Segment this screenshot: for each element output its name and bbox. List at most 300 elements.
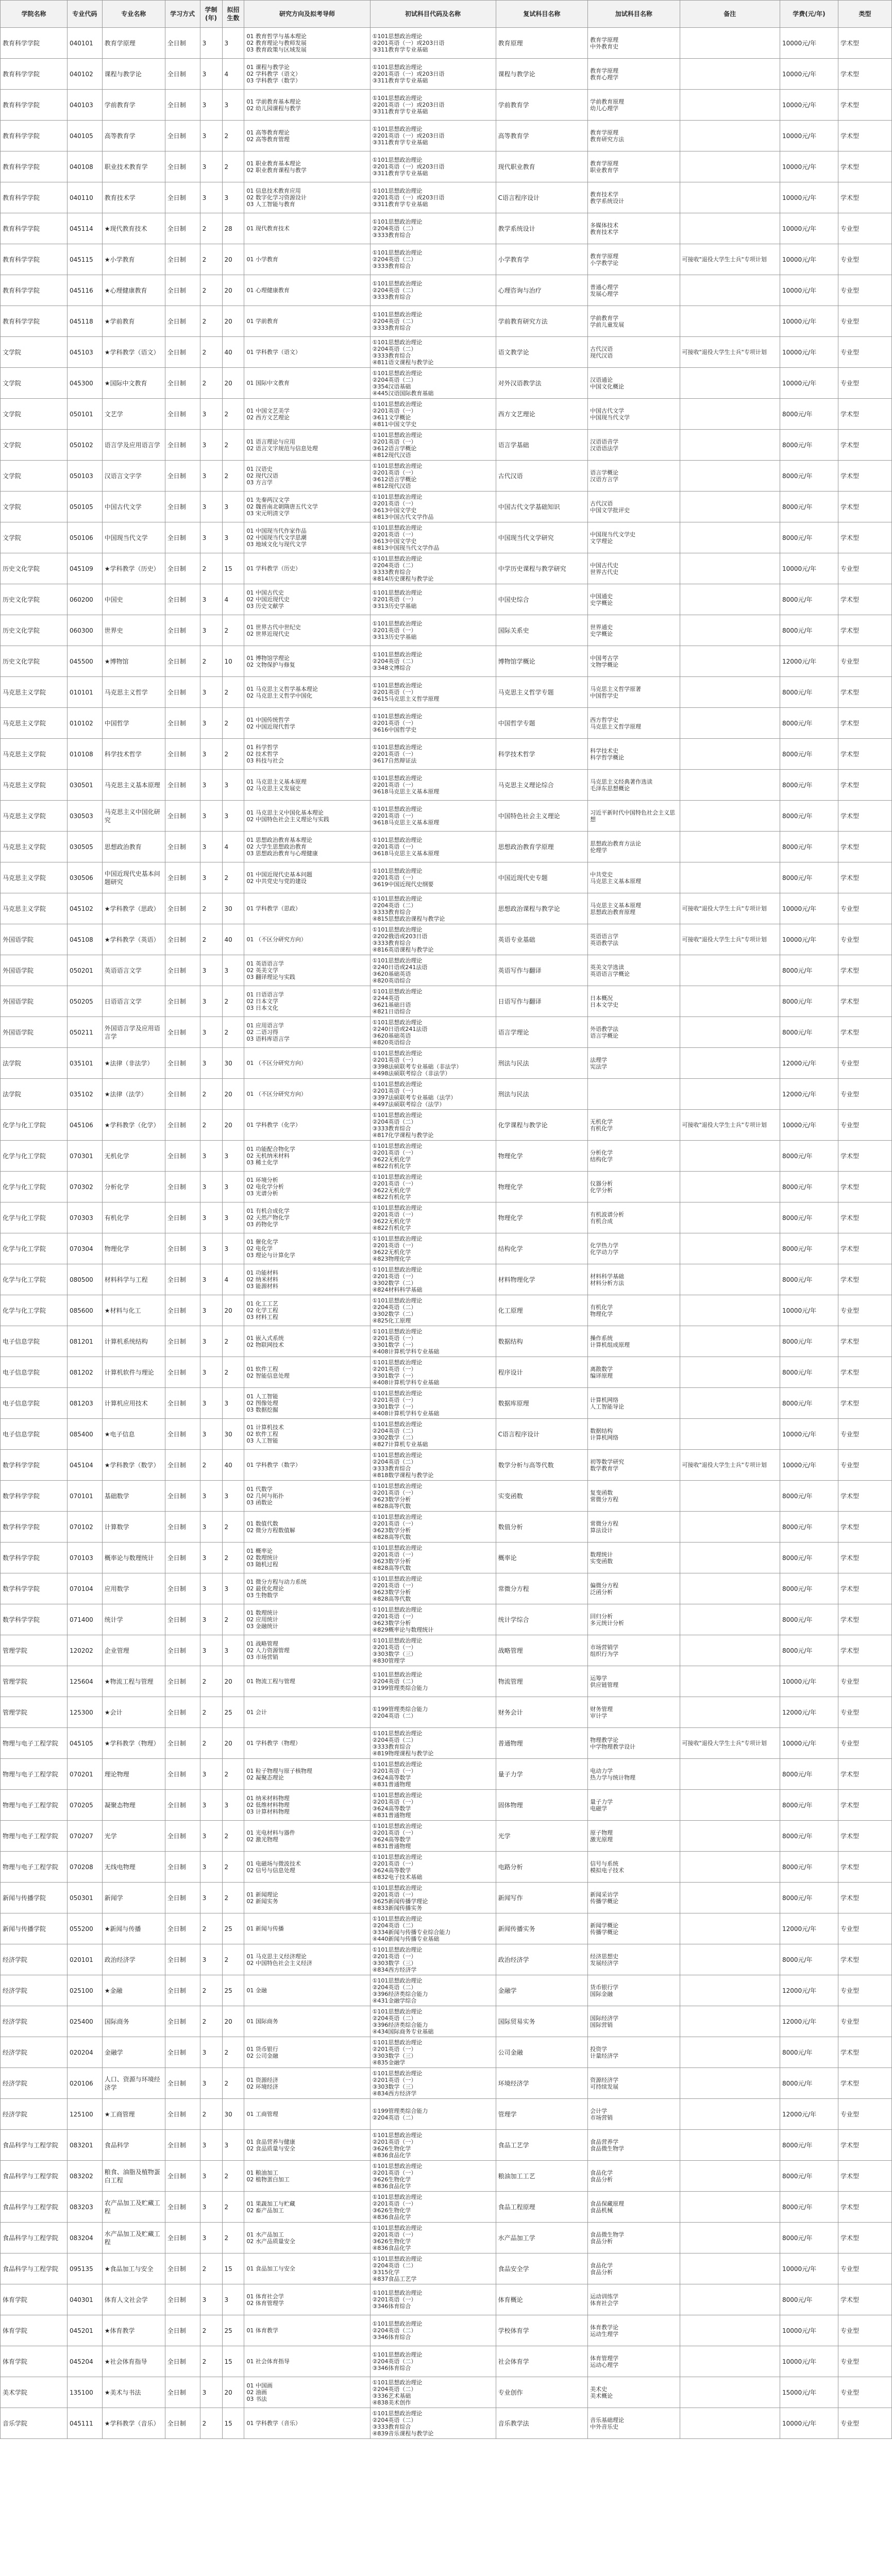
cell-years: 3	[200, 492, 222, 522]
cell-directions: 01 功能材料 02 纳米材料 03 能源材料	[244, 1264, 370, 1295]
cell-quota: 20	[222, 1295, 244, 1326]
cell-code: 040105	[67, 121, 102, 151]
cell-exams: ①101思想政治理论 ②204英语（二） ③302数学（二） ④825化工原理	[370, 1295, 496, 1326]
cell-major: 国际商务	[102, 2006, 165, 2037]
cell-code: 085600	[67, 1295, 102, 1326]
cell-directions: 01 国际中文教育	[244, 368, 370, 399]
cell-note	[680, 986, 780, 1017]
cell-exams: ①101思想政治理论 ②201英语（一） ③623数学分析 ④828高等代数	[370, 1481, 496, 1512]
cell-mode: 全日制	[165, 1759, 200, 1790]
cell-mode: 全日制	[165, 430, 200, 461]
cell-fee: 12000元/年	[780, 646, 838, 677]
cell-fee: 10000元/年	[780, 59, 838, 90]
cell-type: 学术型	[838, 955, 891, 986]
cell-fee: 10000元/年	[780, 244, 838, 275]
cell-quota: 2	[222, 2161, 244, 2192]
cell-college: 管理学院	[1, 1697, 68, 1728]
cell-major: 学前教育学	[102, 90, 165, 121]
cell-fee: 10000元/年	[780, 306, 838, 337]
cell-exams: ①101思想政治理论 ②201英语（一） ③618马克思主义基本原理	[370, 832, 496, 862]
cell-years: 2	[200, 2006, 222, 2037]
cell-fee: 8000元/年	[780, 584, 838, 615]
cell-exams: ①101思想政治理论 ②201英语（一） ③624高等数学 ④831普通物理	[370, 1821, 496, 1852]
cell-directions: 01 现代教育技术	[244, 213, 370, 244]
cell-mode: 全日制	[165, 2037, 200, 2068]
cell-type: 学术型	[838, 182, 891, 213]
table-row	[1, 1481, 892, 1512]
cell-quota: 2	[222, 2192, 244, 2223]
cell-college: 食品科学与工程学院	[1, 2161, 68, 2192]
cell-mode: 全日制	[165, 1017, 200, 1048]
cell-fee: 10000元/年	[780, 368, 838, 399]
cell-fee: 12000元/年	[780, 1048, 838, 1079]
cell-exams: ①101思想政治理论 ②201英语（一） ③613中国文学史 ④813中国古代文学作品	[370, 492, 496, 522]
cell-directions: 01 课程与教学论 02 学科教学（语文） 03 学科教学（数学）	[244, 59, 370, 90]
cell-quota: 30	[222, 1419, 244, 1450]
cell-quota: 25	[222, 2315, 244, 2346]
cell-type: 学术型	[838, 2192, 891, 2223]
cell-extra: 中共党史 马克思主义基本原理	[588, 862, 680, 893]
cell-directions: 01 马克思主义基本原理 02 马克思主义发展史	[244, 770, 370, 801]
cell-code: 083203	[67, 2192, 102, 2223]
cell-extra: 中国古代史 世界古代史	[588, 553, 680, 584]
cell-college: 数学科学学院	[1, 1604, 68, 1635]
cell-major: ★工商管理	[102, 2099, 165, 2130]
cell-retest: 新闻写作	[496, 1883, 588, 1913]
cell-major: ★心理健康教育	[102, 275, 165, 306]
cell-fee: 8000元/年	[780, 1512, 838, 1543]
cell-type: 学术型	[838, 121, 891, 151]
cell-extra: 多媒体技术 教育技术学	[588, 213, 680, 244]
cell-major: 应用数学	[102, 1573, 165, 1604]
cell-major: 农产品加工及贮藏工程	[102, 2192, 165, 2223]
cell-extra: 财务管理 审计学	[588, 1697, 680, 1728]
cell-quota: 2	[222, 1543, 244, 1573]
cell-college: 数学科学学院	[1, 1543, 68, 1573]
cell-retest: 数据结构	[496, 1326, 588, 1357]
cell-major: 中国哲学	[102, 708, 165, 739]
table-row	[1, 2223, 892, 2253]
table-header	[1, 1, 892, 28]
cell-code: 040108	[67, 151, 102, 182]
cell-extra: 有机化学 物理化学	[588, 1295, 680, 1326]
cell-college: 马克思主义学院	[1, 770, 68, 801]
cell-retest: 水产品加工学	[496, 2223, 588, 2253]
cell-years: 3	[200, 1172, 222, 1202]
cell-years: 3	[200, 522, 222, 553]
cell-college: 教育科学学院	[1, 59, 68, 90]
cell-type: 专业型	[838, 2377, 891, 2408]
cell-fee: 8000元/年	[780, 1233, 838, 1264]
cell-quota: 2	[222, 151, 244, 182]
cell-type: 学术型	[838, 708, 891, 739]
cell-note	[680, 553, 780, 584]
cell-exams: ①101思想政治理论 ②204英语（二） ③346体育综合	[370, 2346, 496, 2377]
cell-directions: 01 学科教学（物理）	[244, 1728, 370, 1759]
cell-retest: 物理化学	[496, 1202, 588, 1233]
cell-retest: 物流管理	[496, 1666, 588, 1697]
cell-college: 食品科学与工程学院	[1, 2192, 68, 2223]
cell-major: 计算机系统结构	[102, 1326, 165, 1357]
cell-code: 070304	[67, 1233, 102, 1264]
cell-type: 专业型	[838, 2408, 891, 2439]
cell-major: 基础数学	[102, 1481, 165, 1512]
header-major: 专业名称	[102, 1, 165, 28]
cell-directions: 01 化工工艺 02 化学工程 03 材料工程	[244, 1295, 370, 1326]
cell-extra: 分析化学 结构化学	[588, 1141, 680, 1172]
cell-code: 070102	[67, 1512, 102, 1543]
cell-directions: 01 （不区分研究方向）	[244, 924, 370, 955]
cell-exams: ①101思想政治理论 ②204英语（二） ③333教育综合	[370, 306, 496, 337]
cell-college: 教育科学学院	[1, 121, 68, 151]
cell-code: 045115	[67, 244, 102, 275]
cell-quota: 2	[222, 1944, 244, 1975]
table-row	[1, 522, 892, 553]
cell-exams: ①101思想政治理论 ②201英语（一） ③626生物化学 ④836食品化学	[370, 2192, 496, 2223]
cell-directions: 01 食品营养与健康 02 食品质量与安全	[244, 2130, 370, 2161]
cell-extra: 体育管理学 运动心理学	[588, 2346, 680, 2377]
cell-note	[680, 461, 780, 492]
cell-directions: 01 人工智能 02 图像处理 03 数据挖掘	[244, 1388, 370, 1419]
cell-quota: 3	[222, 1573, 244, 1604]
cell-directions: 01 教育哲学与基本理论 02 教育理论与教师发展 03 教育政策与区域发展	[244, 28, 370, 59]
cell-type: 专业型	[838, 1110, 891, 1141]
cell-major: 科学技术哲学	[102, 739, 165, 770]
cell-directions: 01 数理统计 02 应用统计 03 金融统计	[244, 1604, 370, 1635]
cell-exams: ①101思想政治理论 ②201英语（一） ③623数学分析 ④828高等代数	[370, 1512, 496, 1543]
cell-exams: ①101思想政治理论 ②204英语（二） ③348文博综合	[370, 646, 496, 677]
cell-note	[680, 770, 780, 801]
cell-college: 外国语学院	[1, 924, 68, 955]
cell-code: 045106	[67, 1110, 102, 1141]
cell-fee: 10000元/年	[780, 337, 838, 368]
cell-exams: ①101思想政治理论 ②201英语（一） ③616中国哲学史	[370, 708, 496, 739]
cell-major: 世界史	[102, 615, 165, 646]
cell-years: 3	[200, 1264, 222, 1295]
cell-code: 020204	[67, 2037, 102, 2068]
cell-exams: ①101思想政治理论 ②204英语（二） ③333教育综合 ④814历史课程与教学论	[370, 553, 496, 584]
cell-retest: 实变函数	[496, 1481, 588, 1512]
cell-years: 3	[200, 739, 222, 770]
cell-major: 凝聚态物理	[102, 1790, 165, 1821]
cell-mode: 全日制	[165, 2315, 200, 2346]
cell-extra: 马克思主义基本原理 思想政治教育原理	[588, 893, 680, 924]
cell-major: 教育学原理	[102, 28, 165, 59]
header-exams: 初试科目代码及名称	[370, 1, 496, 28]
cell-extra: 信号与系统 模拟电子技术	[588, 1852, 680, 1883]
cell-directions: 01 应用语言学 02 二语习得 03 语料库语言学	[244, 1017, 370, 1048]
cell-college: 物理与电子工程学院	[1, 1852, 68, 1883]
cell-note	[680, 1141, 780, 1172]
cell-retest: 化学课程与教学论	[496, 1110, 588, 1141]
cell-directions: 01 中国现当代作家作品 02 中国现当代文学思潮 03 地域文化与现代文学	[244, 522, 370, 553]
cell-mode: 全日制	[165, 1852, 200, 1883]
cell-type: 专业型	[838, 2315, 891, 2346]
cell-fee: 10000元/年	[780, 1110, 838, 1141]
cell-code: 040301	[67, 2284, 102, 2315]
cell-quota: 2	[222, 399, 244, 430]
cell-note	[680, 708, 780, 739]
cell-years: 3	[200, 28, 222, 59]
cell-retest: 高等教育学	[496, 121, 588, 151]
cell-mode: 全日制	[165, 2377, 200, 2408]
cell-years: 2	[200, 1728, 222, 1759]
cell-extra: 思想政治教育方法论 伦理学	[588, 832, 680, 862]
cell-fee: 8000元/年	[780, 2130, 838, 2161]
cell-college: 马克思主义学院	[1, 832, 68, 862]
cell-mode: 全日制	[165, 1821, 200, 1852]
table-row	[1, 2253, 892, 2284]
cell-fee: 10000元/年	[780, 1295, 838, 1326]
cell-directions: 01 （不区分研究方向）	[244, 1079, 370, 1110]
table-row	[1, 1141, 892, 1172]
cell-college: 化学与化工学院	[1, 1264, 68, 1295]
cell-type: 专业型	[838, 213, 891, 244]
cell-mode: 全日制	[165, 522, 200, 553]
cell-retest: 日语写作与翻译	[496, 986, 588, 1017]
cell-retest: 体育概论	[496, 2284, 588, 2315]
cell-college: 数学科学学院	[1, 1573, 68, 1604]
cell-retest: 食品安全学	[496, 2253, 588, 2284]
cell-major: ★社会体育指导	[102, 2346, 165, 2377]
cell-fee: 8000元/年	[780, 399, 838, 430]
cell-directions: 01 国际商务	[244, 2006, 370, 2037]
cell-major: ★现代教育技术	[102, 213, 165, 244]
cell-college: 物理与电子工程学院	[1, 1821, 68, 1852]
table-row	[1, 955, 892, 986]
cell-fee: 12000元/年	[780, 1913, 838, 1944]
cell-quota: 4	[222, 584, 244, 615]
cell-exams: ①101思想政治理论 ②204英语（二） ③396经济类综合能力 ④431金融学综合	[370, 1975, 496, 2006]
table-row	[1, 553, 892, 584]
cell-extra: 运动训练学 体育社会学	[588, 2284, 680, 2315]
cell-college: 化学与化工学院	[1, 1141, 68, 1172]
cell-mode: 全日制	[165, 1913, 200, 1944]
cell-college: 管理学院	[1, 1635, 68, 1666]
cell-fee: 8000元/年	[780, 2068, 838, 2099]
table-row	[1, 739, 892, 770]
cell-college: 电子信息学院	[1, 1357, 68, 1388]
cell-college: 化学与化工学院	[1, 1233, 68, 1264]
cell-exams: ①101思想政治理论 ②204英语（二） ③333教育综合 ④839音乐课程与教学论	[370, 2408, 496, 2439]
cell-retest: 英语写作与翻译	[496, 955, 588, 986]
cell-note	[680, 1543, 780, 1573]
cell-college: 化学与化工学院	[1, 1172, 68, 1202]
cell-extra: 回归分析 多元统计分析	[588, 1604, 680, 1635]
cell-college: 数学科学学院	[1, 1450, 68, 1481]
cell-directions: 01 代数学 02 几何与拓扑 03 函数论	[244, 1481, 370, 1512]
cell-quota: 30	[222, 2099, 244, 2130]
cell-directions: 01 体育社会学 02 体育管理学	[244, 2284, 370, 2315]
cell-code: 070301	[67, 1141, 102, 1172]
cell-years: 3	[200, 1512, 222, 1543]
cell-quota: 3	[222, 1202, 244, 1233]
cell-years: 3	[200, 1048, 222, 1079]
cell-note	[680, 862, 780, 893]
cell-exams: ①101思想政治理论 ②204英语（二） ③333教育综合	[370, 213, 496, 244]
cell-extra: 运筹学 供应链管理	[588, 1666, 680, 1697]
table-row	[1, 1913, 892, 1944]
cell-exams: ①101思想政治理论 ②201英语（一）或203日语 ③311教育学专业基础	[370, 151, 496, 182]
cell-retest: 科学技术哲学	[496, 739, 588, 770]
cell-note	[680, 1790, 780, 1821]
cell-college: 电子信息学院	[1, 1326, 68, 1357]
cell-college: 文学院	[1, 461, 68, 492]
cell-code: 060300	[67, 615, 102, 646]
cell-college: 管理学院	[1, 1666, 68, 1697]
cell-note	[680, 2099, 780, 2130]
table-row	[1, 1975, 892, 2006]
cell-code: 045102	[67, 893, 102, 924]
cell-code: 010108	[67, 739, 102, 770]
cell-fee: 12000元/年	[780, 2006, 838, 2037]
cell-note	[680, 1852, 780, 1883]
table-row	[1, 1419, 892, 1450]
cell-extra: 常微分方程 算法设计	[588, 1512, 680, 1543]
table-row	[1, 1202, 892, 1233]
cell-years: 3	[200, 1481, 222, 1512]
cell-mode: 全日制	[165, 337, 200, 368]
cell-retest: 国际关系史	[496, 615, 588, 646]
cell-college: 化学与化工学院	[1, 1202, 68, 1233]
table-row	[1, 2346, 892, 2377]
cell-type: 学术型	[838, 2223, 891, 2253]
cell-type: 学术型	[838, 770, 891, 801]
header-code: 专业代码	[67, 1, 102, 28]
cell-quota: 40	[222, 924, 244, 955]
table-row	[1, 182, 892, 213]
cell-extra: 数理统计 实变函数	[588, 1543, 680, 1573]
cell-exams: ①101思想政治理论 ②201英语（一） ③625新闻传播学理论 ④833新闻传播实务	[370, 1883, 496, 1913]
cell-quota: 4	[222, 832, 244, 862]
cell-code: 030505	[67, 832, 102, 862]
cell-major: 企业管理	[102, 1635, 165, 1666]
table-row	[1, 1573, 892, 1604]
cell-major: ★金融	[102, 1975, 165, 2006]
cell-college: 电子信息学院	[1, 1388, 68, 1419]
cell-directions: 01 学科教学（思政）	[244, 893, 370, 924]
header-fee: 学费(元/年)	[780, 1, 838, 28]
cell-note	[680, 430, 780, 461]
cell-extra: 语言学概论 汉语方言学	[588, 461, 680, 492]
cell-retest: 西方文艺理论	[496, 399, 588, 430]
cell-quota: 3	[222, 2284, 244, 2315]
header-extra: 加试科目名称	[588, 1, 680, 28]
cell-major: ★电子信息	[102, 1419, 165, 1450]
cell-fee: 8000元/年	[780, 801, 838, 832]
cell-code: 020106	[67, 2068, 102, 2099]
cell-exams: ①101思想政治理论 ②201英语（一）或203日语 ③311教育学专业基础	[370, 182, 496, 213]
cell-retest: 战略管理	[496, 1635, 588, 1666]
cell-note	[680, 1635, 780, 1666]
cell-type: 学术型	[838, 1543, 891, 1573]
cell-quota: 40	[222, 1450, 244, 1481]
cell-exams: ①101思想政治理论 ②202俄语或203日语 ③333教育综合 ④816英语课程与教学论	[370, 924, 496, 955]
cell-mode: 全日制	[165, 368, 200, 399]
cell-college: 历史文化学院	[1, 553, 68, 584]
cell-exams: ①101思想政治理论 ②201英语（一） ③617自然辩证法	[370, 739, 496, 770]
cell-retest: 学前教育研究方法	[496, 306, 588, 337]
cell-mode: 全日制	[165, 801, 200, 832]
cell-code: 070207	[67, 1821, 102, 1852]
table-row	[1, 90, 892, 121]
cell-years: 2	[200, 1697, 222, 1728]
cell-code: 045204	[67, 2346, 102, 2377]
cell-retest: 政治经济学	[496, 1944, 588, 1975]
cell-extra: 教育技术学 教学系统设计	[588, 182, 680, 213]
cell-note	[680, 90, 780, 121]
cell-directions: 01 新闻理论 02 新闻实务	[244, 1883, 370, 1913]
cell-note: 可接收"退役大学生士兵"专项计划	[680, 1450, 780, 1481]
cell-directions: 01 金融	[244, 1975, 370, 2006]
cell-mode: 全日制	[165, 2408, 200, 2439]
cell-code: 025400	[67, 2006, 102, 2037]
cell-quota: 2	[222, 615, 244, 646]
cell-major: 中国古代文学	[102, 492, 165, 522]
cell-college: 新闻与传播学院	[1, 1883, 68, 1913]
cell-code: 081201	[67, 1326, 102, 1357]
cell-exams: ①101思想政治理论 ②201英语（一） ③303数学（三） ④834西方经济学	[370, 1944, 496, 1975]
cell-retest: 中国现当代文学研究	[496, 522, 588, 553]
cell-code: 071400	[67, 1604, 102, 1635]
cell-mode: 全日制	[165, 1326, 200, 1357]
cell-type: 专业型	[838, 1295, 891, 1326]
cell-type: 学术型	[838, 615, 891, 646]
cell-college: 历史文化学院	[1, 584, 68, 615]
cell-code: 050205	[67, 986, 102, 1017]
cell-note: 可接收"退役大学生士兵"专项计划	[680, 337, 780, 368]
cell-mode: 全日制	[165, 584, 200, 615]
cell-type: 学术型	[838, 151, 891, 182]
cell-retest: 财务会计	[496, 1697, 588, 1728]
cell-mode: 全日制	[165, 1481, 200, 1512]
cell-retest: 结构化学	[496, 1233, 588, 1264]
table-row	[1, 1357, 892, 1388]
cell-quota: 3	[222, 1635, 244, 1666]
cell-major: ★学前教育	[102, 306, 165, 337]
cell-extra: 教育学原理 中外教育史	[588, 28, 680, 59]
cell-directions: 01 博物馆学理论 02 文物保护与修复	[244, 646, 370, 677]
cell-college: 物理与电子工程学院	[1, 1790, 68, 1821]
cell-code: 095135	[67, 2253, 102, 2284]
table-row	[1, 801, 892, 832]
table-row	[1, 306, 892, 337]
cell-fee: 8000元/年	[780, 2037, 838, 2068]
cell-directions: 01 功能配合物化学 02 无机纳米材料 03 稀土化学	[244, 1141, 370, 1172]
cell-directions: 01 粮油加工 02 植物蛋白加工	[244, 2161, 370, 2192]
cell-major: 统计学	[102, 1604, 165, 1635]
cell-code: 050301	[67, 1883, 102, 1913]
cell-mode: 全日制	[165, 893, 200, 924]
cell-college: 经济学院	[1, 1975, 68, 2006]
cell-years: 2	[200, 1110, 222, 1141]
cell-exams: ①101思想政治理论 ②204英语（二） ③333教育综合 ④811语文课程与教学论	[370, 337, 496, 368]
cell-fee: 8000元/年	[780, 1388, 838, 1419]
cell-fee: 8000元/年	[780, 832, 838, 862]
cell-type: 学术型	[838, 832, 891, 862]
cell-note	[680, 677, 780, 708]
cell-type: 学术型	[838, 28, 891, 59]
cell-years: 3	[200, 1202, 222, 1233]
cell-quota: 20	[222, 1079, 244, 1110]
cell-exams: ①101思想政治理论 ②204英语（二） ③333教育综合 ④817化学课程与教学论	[370, 1110, 496, 1141]
cell-type: 学术型	[838, 677, 891, 708]
cell-note	[680, 1697, 780, 1728]
cell-quota: 2	[222, 862, 244, 893]
cell-extra: 化学热力学 化学动力学	[588, 1233, 680, 1264]
cell-note	[680, 399, 780, 430]
cell-major: 体育人文社会学	[102, 2284, 165, 2315]
